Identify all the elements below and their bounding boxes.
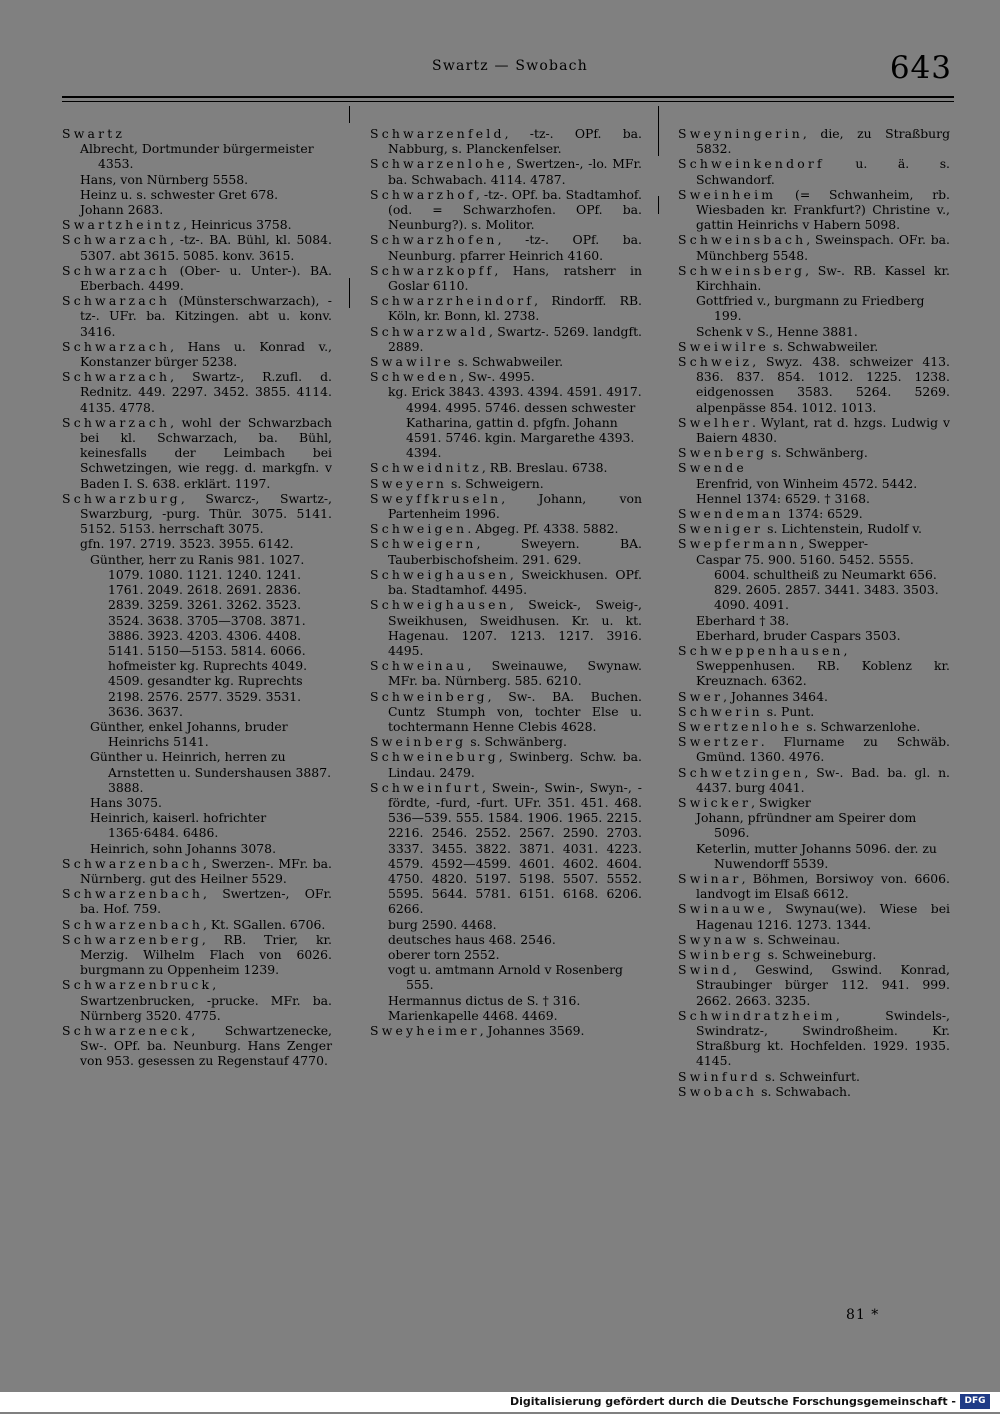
index-entry bbox=[62, 232, 332, 262]
entry-headword: Swelher bbox=[678, 414, 753, 430]
index-entry bbox=[370, 324, 642, 354]
entry-subentry: Albrecht, Dortmunder bürgermeister 4353. bbox=[80, 141, 314, 172]
entry-headword: Sweyningerin bbox=[678, 126, 803, 141]
entry-headword: Swende bbox=[678, 460, 747, 476]
entry-text: , Schwartzenecke, Sw-. OPf. ba. Neunburg. Hans Zenger von 953. gesessen zu Regenstauf 4770. bbox=[80, 1022, 332, 1069]
column-3 bbox=[678, 126, 950, 1099]
page-header bbox=[60, 50, 960, 90]
entry-text: , Geswind, Gswind. Konrad, Straubinger bürger 112. 941. 999. 2662. 2663. 3235. bbox=[696, 962, 950, 1008]
index-entry bbox=[62, 491, 332, 537]
signature-mark: 81 * bbox=[846, 1307, 880, 1323]
entry-text: (= Schwanheim, rb. Wiesbaden kr. Frankfurt?) Christine v., gattin Heinrichs v Habern 5098. bbox=[696, 186, 950, 233]
index-entry bbox=[678, 415, 950, 445]
entry-subentry: Hennel 1374: 6529. † 3168. bbox=[696, 490, 870, 506]
index-entry bbox=[678, 643, 950, 689]
entry-text: 1374: 6529. bbox=[783, 506, 863, 522]
entry-text: , Swindels-, Swindratz-, Swindroßheim. Kr. Straßburg kt. Hochfelden. 1929. 1935. 4145. bbox=[696, 1007, 950, 1069]
index-entry bbox=[678, 445, 950, 460]
index-entry bbox=[62, 369, 332, 415]
entry-text: , RB. Breslau. 6738. bbox=[481, 460, 608, 476]
header-rule-thin bbox=[62, 101, 954, 102]
entry-text: , Swertzen-, OFr. ba. Hof. 759. bbox=[80, 886, 332, 917]
entry-headword: Schwarzhofen bbox=[370, 232, 498, 248]
entry-text: , -tz-. BA. Bühl, kl. 5084. 5307. abt 3615. 5085. konv. 3615. bbox=[80, 232, 332, 263]
entry-headword: Swinfurd bbox=[678, 1068, 762, 1084]
entry-text: s. Schwarzenlohe. bbox=[802, 718, 921, 734]
entry-text: s. Schwänberg. bbox=[466, 734, 567, 750]
index-entry bbox=[678, 795, 950, 810]
entry-headword: Swartzheintz bbox=[62, 217, 184, 233]
entry-subentry: kg. Erick 3843. 4393. 4394. 4591. 4917. 4994. 4995. 5746. dessen schwester Katharina, gattin d. pfgfn. Johann 4591. 5746. kgin. Margarethe 4393. 4394. bbox=[388, 384, 642, 461]
entry-headword: Sweinheim bbox=[678, 186, 777, 202]
entry-text: s. Schweigern. bbox=[447, 475, 544, 491]
index-entry bbox=[678, 1008, 950, 1069]
entry-headword: Schwarzeneck bbox=[62, 1022, 192, 1038]
entry-text: , Johannes 3569. bbox=[479, 1022, 585, 1038]
entry-headword: Schweighausen bbox=[370, 597, 510, 613]
entry-text: , Swepper- bbox=[800, 536, 869, 552]
entry-text: , Swinberg. Schw. ba. Lindau. 2479. bbox=[388, 749, 642, 780]
entry-subentry: Gottfried v., burgmann zu Friedberg 199. bbox=[696, 293, 925, 324]
entry-text: , -tz-. OPf. ba. Neunburg. pfarrer Heinrich 4160. bbox=[388, 232, 642, 263]
entry-headword: Swicker bbox=[678, 794, 752, 810]
index-entry bbox=[678, 962, 950, 1008]
entry-subentry: Schenk v S., Henne 3881. bbox=[696, 323, 858, 339]
index-entry bbox=[370, 749, 642, 779]
column-divider bbox=[658, 196, 659, 214]
index-entry bbox=[62, 917, 332, 932]
entry-headword: Schwarzenbach bbox=[62, 855, 204, 871]
entry-text: , Heinricus 3758. bbox=[183, 217, 292, 233]
index-entry bbox=[678, 156, 950, 186]
entry-headword: Schwarzach bbox=[62, 338, 171, 354]
entry-text: , Swigker bbox=[751, 794, 811, 810]
index-entry bbox=[62, 886, 332, 916]
index-entry bbox=[678, 704, 950, 719]
entry-text: (Münsterschwarzach), -tz-. UFr. ba. Kitzingen. abt u. konv. 3416. bbox=[80, 293, 332, 339]
entry-headword: Swinar bbox=[678, 870, 742, 886]
index-entry bbox=[62, 293, 332, 339]
entry-headword: Sweyheimer bbox=[370, 1022, 480, 1038]
index-entry bbox=[370, 476, 642, 491]
entry-subentry-nested: Heinrich, kaiserl. hofrichter 1365·6484. 6486. bbox=[90, 810, 267, 841]
entry-headword: Schwetzingen bbox=[678, 764, 805, 780]
index-entry bbox=[62, 977, 332, 1023]
index-entry bbox=[678, 339, 950, 354]
entry-subentry: Hermannus dictus de S. † 316. bbox=[388, 992, 581, 1008]
entry-text: , Böhmen, Borsiwoy von. 6606. landvogt im Elsaß 6612. bbox=[696, 870, 950, 902]
dfg-logo: DFG bbox=[960, 1394, 990, 1409]
column-divider bbox=[658, 106, 659, 156]
entry-headword: Schweighausen bbox=[370, 566, 510, 582]
entry-subentry: Hans, von Nürnberg 5558. bbox=[80, 171, 249, 187]
index-entry bbox=[62, 415, 332, 491]
index-entry bbox=[370, 293, 642, 323]
index-entry bbox=[370, 567, 642, 597]
entry-headword: Swertzenlohe bbox=[678, 718, 803, 734]
entry-text: , Johannes 3464. bbox=[723, 688, 828, 704]
index-entry bbox=[678, 719, 950, 734]
entry-headword: Schwarzenbach bbox=[62, 916, 204, 932]
index-entry bbox=[678, 901, 950, 931]
entry-text: s. Schwabach. bbox=[757, 1083, 851, 1099]
index-entry bbox=[370, 521, 642, 536]
index-entry bbox=[370, 689, 642, 735]
index-entry bbox=[678, 126, 950, 156]
entry-headword: Schweinau bbox=[370, 658, 468, 674]
entry-headword: Swendeman bbox=[678, 506, 784, 522]
index-entry bbox=[678, 1084, 950, 1099]
entry-text: , Swartzenbrucken, -prucke. MFr. ba. Nürnberg 3520. 4775. bbox=[80, 977, 332, 1023]
running-title: Swartz — Swobach bbox=[432, 58, 588, 74]
entry-subentry: vogt u. amtmann Arnold v Rosenberg 555. bbox=[388, 962, 623, 993]
entry-headword: Swer bbox=[678, 688, 724, 704]
index-entry bbox=[678, 1069, 950, 1084]
entry-text: , Swartz-, R.zufl. d. Rednitz. 449. 2297. 3452. 3855. 4114. 4135. 4778. bbox=[80, 369, 332, 415]
entry-text: , Swein-, Swin-, Swyn-, -fördte, -furd, -furt. UFr. 351. 451. 468. 536—539. 555. 1584. 1906. 1965. 2215. 2216. 2546. 2552. 2567. 2590. 2703. 3337. 3455. 3822. 3871. 4031. 4223. 4579. 4592—4599. 4601. 4602. 4604. 4750. 4820. 5197. 5198. 5507. 5552. 5595. 5644. 5781. 6151. 6168. 6206. 6266. bbox=[388, 779, 642, 917]
index-entry bbox=[370, 126, 642, 156]
entry-subentry: burg 2590. 4468. bbox=[388, 916, 497, 932]
entry-text: , die, zu Straßburg 5832. bbox=[696, 126, 950, 157]
entry-text: , Sw-. BA. Buchen. Cuntz Stumph von, tochter Else u. tochtermann Henne Clebis 4628. bbox=[388, 688, 642, 734]
entry-headword: Schwarzenbruck bbox=[62, 977, 213, 993]
entry-headword: Swenberg bbox=[678, 445, 768, 461]
entry-text: , Rindorff. RB. Köln, kr. Bonn, kl. 2738. bbox=[388, 293, 642, 324]
entry-subentry: gfn. 197. 2719. 3523. 3955. 6142. bbox=[80, 536, 294, 552]
index-entry bbox=[370, 460, 642, 475]
index-entry bbox=[678, 689, 950, 704]
index-entry bbox=[370, 658, 642, 688]
entry-text: , Johann, von Partenheim 1996. bbox=[388, 490, 642, 522]
page-number: 643 bbox=[889, 50, 952, 86]
index-entry bbox=[678, 263, 950, 293]
column-divider bbox=[349, 106, 350, 123]
entry-text: , Swertzen-, -lo. MFr. ba. Schwabach. 4114. 4787. bbox=[388, 156, 642, 187]
index-entry bbox=[370, 232, 642, 262]
entry-text: , wohl der Schwarzbach bei kl. Schwarzach, ba. Bühl, keinesfalls der Leimbach bei Schwetzingen, wie regg. d. markgfn. v Baden I. S. 638. erklärt. 1197. bbox=[80, 414, 332, 491]
entry-headword: Schweigern bbox=[370, 536, 477, 552]
entry-headword: Schweigen bbox=[370, 521, 468, 537]
index-entry bbox=[370, 156, 642, 186]
column-1 bbox=[62, 126, 332, 1069]
entry-headword: Schwarzkopff bbox=[370, 262, 495, 278]
entry-headword: Schweden bbox=[370, 369, 461, 385]
index-entry bbox=[370, 187, 642, 233]
index-entry bbox=[678, 521, 950, 536]
index-entry bbox=[678, 232, 950, 262]
entry-text: s. Schwabweiler. bbox=[768, 338, 879, 354]
index-entry bbox=[62, 217, 332, 232]
entry-text: , Sweppenhusen. RB. Koblenz kr. Kreuznach. 6362. bbox=[696, 642, 950, 689]
entry-headword: Schweineburg bbox=[370, 749, 499, 765]
entry-text: u. ä. s. Schwandorf. bbox=[696, 156, 950, 187]
index-entry bbox=[370, 536, 642, 566]
entry-text: , Swynau(we). Wiese bei Hagenau 1216. 1273. 1344. bbox=[696, 901, 950, 932]
index-entry bbox=[678, 871, 950, 901]
entry-headword: Sweyffkruseln bbox=[370, 490, 502, 506]
entry-text: s. Schwabweiler. bbox=[453, 354, 564, 370]
entry-headword: Schwarzhof bbox=[370, 186, 476, 202]
index-entry bbox=[62, 126, 332, 141]
index-entry bbox=[370, 780, 642, 917]
entry-text: s. Schweinau. bbox=[749, 931, 841, 947]
entry-text: , Sw-. Bad. ba. gl. n. 4437. burg 4041. bbox=[696, 764, 950, 795]
entry-subentry: Eberhard † 38. bbox=[696, 612, 790, 628]
index-entry bbox=[370, 369, 642, 384]
column-2 bbox=[370, 126, 642, 1038]
entry-subentry: oberer torn 2552. bbox=[388, 946, 500, 962]
entry-text: s. Schwänberg. bbox=[767, 445, 868, 461]
entry-subentry: Caspar 75. 900. 5160. 5452. 5555. 6004. schultheiß zu Neumarkt 656. 829. 2605. 2857. 3441. 3483. 3503. 4090. 4091. bbox=[696, 551, 939, 613]
entry-subentry: Johann, pfründner am Speirer dom 5096. bbox=[696, 810, 917, 841]
index-entry bbox=[62, 263, 332, 293]
entry-text: , -tz-. OPf. ba. Stadtamhof. (od. = Schwarzhofen. OPf. ba. Neunburg?). s. Molitor. bbox=[388, 186, 642, 233]
entry-headword: Schweinsbach bbox=[678, 232, 807, 248]
index-entry bbox=[62, 856, 332, 886]
header-rule bbox=[62, 96, 954, 98]
entry-text: , Hans, ratsherr in Goslar 6110. bbox=[388, 262, 642, 294]
entry-subentry-nested: Günther, enkel Johanns, bruder Heinrichs 5141. bbox=[90, 718, 288, 750]
index-entry bbox=[62, 932, 332, 978]
entry-headword: Sweniger bbox=[678, 521, 764, 537]
entry-headword: Sweiwilre bbox=[678, 338, 769, 354]
index-entry bbox=[370, 1023, 642, 1038]
index-entry bbox=[370, 597, 642, 658]
entry-text: , RB. Trier, kr. Merzig. Wilhelm Flach von 6026. burgmann zu Oppenheim 1239. bbox=[80, 931, 332, 978]
entry-headword: Schweinberg bbox=[370, 688, 488, 704]
entry-text: , Sw-. 4995. bbox=[460, 369, 535, 385]
footer-credit: Digitalisierung gefördert durch die Deutsche Forschungsgemeinschaft - bbox=[509, 1395, 956, 1408]
index-entry bbox=[678, 932, 950, 947]
index-entry bbox=[678, 187, 950, 233]
entry-headword: Schwerin bbox=[678, 703, 763, 719]
entry-headword: Swynaw bbox=[678, 931, 750, 947]
entry-headword: Schwarzenberg bbox=[62, 931, 202, 947]
entry-headword: Schweiz bbox=[678, 354, 753, 370]
index-entry bbox=[678, 460, 950, 475]
entry-text: , Sweickhusen. OPf. ba. Stadtamhof. 4495. bbox=[388, 566, 642, 598]
entry-text: , Hans u. Konrad v., Konstanzer bürger 5238. bbox=[80, 338, 332, 370]
entry-text: , Sweinspach. OFr. ba. Münchberg 5548. bbox=[696, 232, 950, 263]
entry-text: s. Lichtenstein, Rudolf v. bbox=[763, 521, 922, 537]
entry-subentry-nested: Heinrich, sohn Johanns 3078. bbox=[90, 840, 277, 856]
entry-text: s. Punt. bbox=[762, 703, 815, 719]
entry-headword: Schwarzach bbox=[62, 414, 171, 430]
entry-headword: Swartz bbox=[62, 126, 126, 141]
entry-headword: Swinberg bbox=[678, 946, 764, 962]
index-entry bbox=[370, 491, 642, 521]
entry-headword: Schwarzenfeld bbox=[370, 126, 505, 141]
index-entry bbox=[678, 506, 950, 521]
entry-headword: Schwarzwald bbox=[370, 323, 489, 339]
entry-headword: Schwarzach bbox=[62, 232, 171, 248]
entry-headword: Schwarzburg bbox=[62, 490, 181, 506]
entry-subentry-nested: Hans 3075. bbox=[90, 794, 162, 810]
entry-text: (Ober- u. Unter-). BA. Eberbach. 4499. bbox=[80, 262, 332, 294]
index-entry bbox=[370, 263, 642, 293]
entry-text: , -tz-. OPf. ba. Nabburg, s. Planckenfelser. bbox=[388, 126, 642, 157]
entry-text: s. Schweinfurt. bbox=[761, 1068, 860, 1084]
entry-subentry-nested: Günther, herr zu Ranis 981. 1027. 1079. 1080. 1121. 1240. 1241. 1761. 2049. 2618. 2691. 2836. 2839. 3259. 3261. 3262. 3523. 3524. 3638. 3705—3708. 3871. 3886. 3923. 4203. 4306. 4408. 5141. 5150—5153. 5814. 6066. hofmeister kg. Ruprechts 4049. 4509. gesandter kg. Ruprechts 2198. 2576. 2577. 3529. 3531. 3636. 3637. bbox=[90, 551, 308, 719]
entry-headword: Schwarzach bbox=[62, 262, 171, 278]
entry-text: . Wylant, rat d. hzgs. Ludwig v Baiern 4830. bbox=[696, 414, 950, 446]
entry-subentry: Johann 2683. bbox=[80, 202, 164, 218]
entry-text: , Swarcz-, Swartz-, Swarzburg, -purg. Thür. 3075. 5141. 5152. 5153. herrschaft 3075. bbox=[80, 490, 332, 537]
entry-headword: Schwindratzheim bbox=[678, 1007, 836, 1023]
column-divider bbox=[349, 278, 350, 308]
entry-headword: Schwarzach bbox=[62, 369, 171, 385]
entry-text: , Kt. SGallen. 6706. bbox=[203, 916, 326, 932]
entry-subentry-nested: Günther u. Heinrich, herren zu Arnstetten u. Sundershausen 3887. 3888. bbox=[90, 749, 332, 795]
footer-bar bbox=[0, 1392, 1000, 1412]
entry-text: , Swartz-. 5269. landgft. 2889. bbox=[388, 323, 642, 354]
entry-text: s. Schweineburg. bbox=[763, 946, 877, 962]
entry-subentry: deutsches haus 468. 2546. bbox=[388, 931, 556, 947]
entry-headword: Swobach bbox=[678, 1083, 758, 1099]
entry-headword: Sweyern bbox=[370, 475, 448, 491]
entry-headword: Swepfermann bbox=[678, 536, 801, 552]
entry-headword: Schweinfurt bbox=[370, 779, 482, 795]
index-entry bbox=[678, 765, 950, 795]
index-entry bbox=[62, 1023, 332, 1069]
entry-headword: Schweinsberg bbox=[678, 262, 806, 278]
entry-text: . Flurname zu Schwäb. Gmünd. 1360. 4976. bbox=[696, 734, 950, 765]
entry-subentry: Eberhard, bruder Caspars 3503. bbox=[696, 627, 901, 643]
entry-headword: Schwarzenbach bbox=[62, 886, 204, 902]
entry-headword: Schwarzrheindorf bbox=[370, 293, 535, 309]
entry-headword: Schwarzach bbox=[62, 293, 171, 309]
entry-text: , Sweick-, Sweig-, Sweikhusen, Sweidhusen. Kr. u. kt. Hagenau. 1207. 1213. 1217. 3916. 4495. bbox=[388, 597, 642, 658]
entry-headword: Schweinkendorf bbox=[678, 156, 825, 172]
index-entry bbox=[370, 354, 642, 369]
entry-headword: Swinauwe bbox=[678, 901, 768, 917]
entry-headword: Swertzer bbox=[678, 734, 761, 750]
index-entry bbox=[678, 536, 950, 551]
entry-subentry: Erenfrid, von Winheim 4572. 5442. bbox=[696, 475, 918, 491]
entry-text: , Sweyern. BA. Tauberbischofsheim. 291. 629. bbox=[388, 536, 642, 567]
entry-headword: Swawilre bbox=[370, 354, 454, 370]
entry-text: , Sweinauwe, Swynaw. MFr. ba. Nürnberg. 585. 6210. bbox=[388, 658, 642, 689]
entry-text: , Swerzen-. MFr. ba. Nürnberg. gut des Heilner 5529. bbox=[80, 855, 332, 886]
index-entry bbox=[678, 354, 950, 415]
entry-headword: Schweidnitz bbox=[370, 460, 482, 476]
entry-headword: Sweinberg bbox=[370, 734, 467, 750]
index-entry bbox=[678, 734, 950, 764]
entry-text: , Sw-. RB. Kassel kr. Kirchhain. bbox=[696, 262, 950, 294]
entry-subentry: Heinz u. s. schwester Gret 678. bbox=[80, 186, 279, 202]
index-entry bbox=[678, 947, 950, 962]
index-entry bbox=[370, 734, 642, 749]
entry-subentry: Marienkapelle 4468. 4469. bbox=[388, 1007, 558, 1023]
entry-text: , Swyz. 438. schweizer 413. 836. 837. 854. 1012. 1225. 1238. eidgenossen 3583. 5264. 5269. alpenpässe 854. 1012. 1013. bbox=[696, 354, 950, 415]
entry-headword: Schweppenhausen bbox=[678, 642, 844, 658]
entry-headword: Swind bbox=[678, 962, 733, 978]
index-entry bbox=[62, 339, 332, 369]
entry-headword: Schwarzenlohe bbox=[370, 156, 508, 172]
entry-text: . Abgeg. Pf. 4338. 5882. bbox=[467, 521, 619, 537]
entry-subentry: Keterlin, mutter Johanns 5096. der. zu Nuwendorff 5539. bbox=[696, 840, 937, 871]
